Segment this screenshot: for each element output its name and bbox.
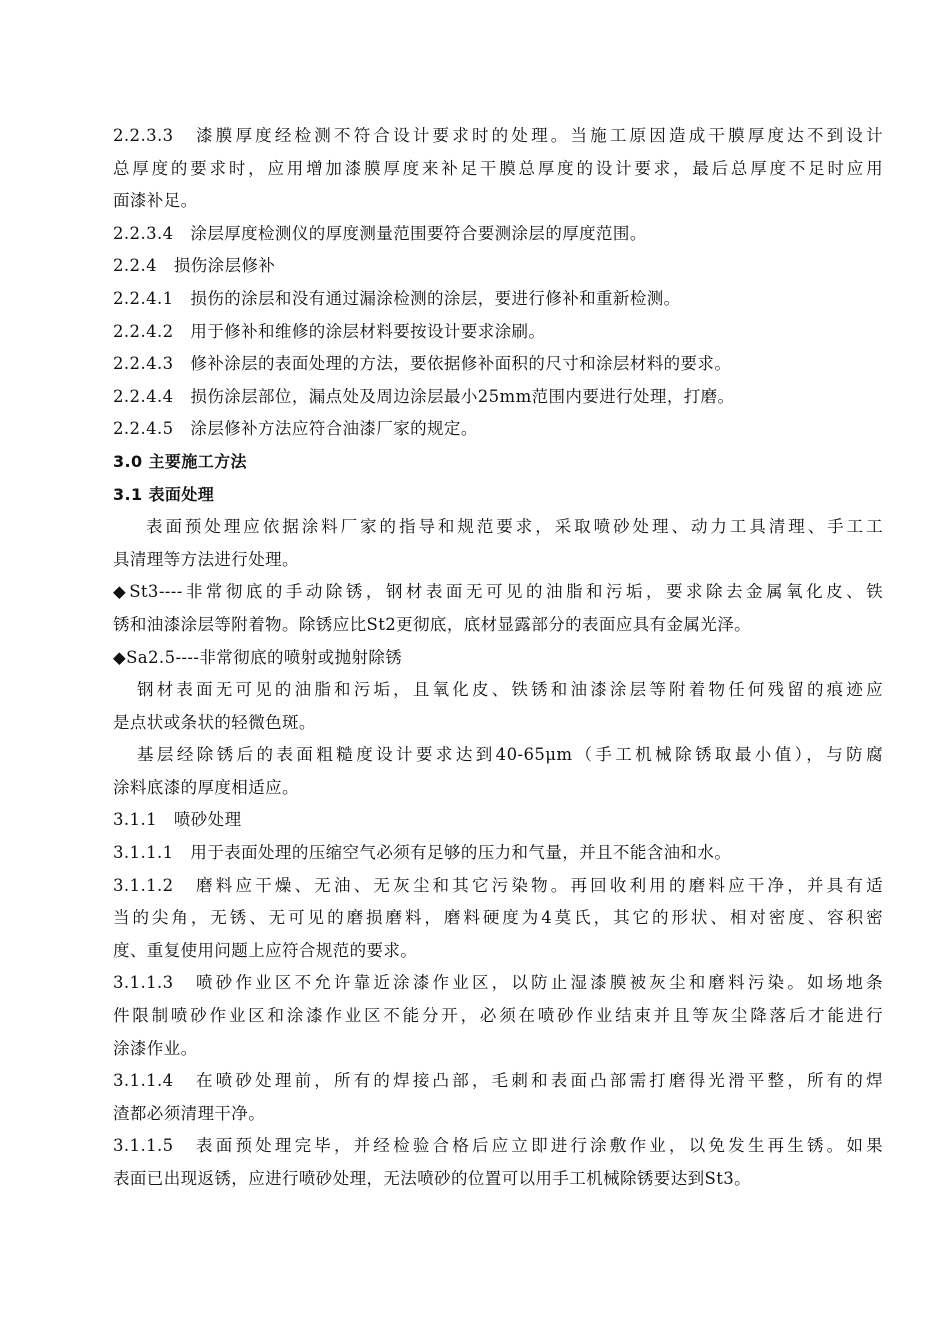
bullet-sa2-5: ◆Sa2.5----非常彻底的喷射或抛射除锈 [113, 647, 403, 667]
paragraph-3-1-1-5-line-1: 3.1.1.5 表面预处理完毕，并经检验合格后应立即进行涂敷作业，以免发生再生锈。如果 [113, 1136, 883, 1156]
paragraph-3-1-1-5-line-2: 表面已出现返锈，应进行喷砂处理，无法喷砂的位置可以用手工机械除锈要达到St3。 [113, 1169, 752, 1188]
paragraph-3-1-1-1: 3.1.1.1 用于表面处理的压缩空气必须有足够的压力和气量，并且不能含油和水。 [113, 843, 732, 863]
section-heading-3-1-1: 3.1.1 喷砂处理 [113, 810, 242, 830]
paragraph-2-2-3-3-line-1: 2.2.3.3 漆膜厚度经检测不符合设计要求时的处理。当施工原因造成干膜厚度达不到设计 [113, 126, 883, 145]
paragraph-roughness-line-2: 涂料底漆的厚度相适应。 [113, 777, 299, 797]
paragraph-3-1-1-2-line-2: 当的尖角，无锈、无可见的磨损磨料，磨料硬度为4莫氏，其它的形状、相对密度、容积密 [113, 908, 883, 928]
paragraph-3-1-1-2-line-3: 度、重复使用问题上应符合规范的要求。 [113, 940, 418, 960]
paragraph-3-1-1-3-line-2: 件限制喷砂作业区和涂漆作业区不能分开，必须在喷砂作业结束并且等灰尘降落后才能进行 [113, 1006, 883, 1026]
bullet-st3-line-2: 锈和油漆涂层等附着物。除锈应比St2更彻底，底材显露部分的表面应具有金属光泽。 [113, 614, 752, 634]
paragraph-2-2-4-4: 2.2.4.4 损伤涂层部位，漏点处及周边涂层最小25mm范围内要进行处理，打磨。 [113, 386, 735, 406]
paragraph-3-1-1-2-line-1: 3.1.1.2 磨料应干燥、无油、无灰尘和其它污染物。再回收利用的磨料应干净，并具有适 [113, 875, 883, 895]
document-body [113, 120, 883, 1196]
paragraph-2-2-3-3-line-2: 总厚度的要求时，应用增加漆膜厚度来补足干膜总厚度的设计要求，最后总厚度不足时应用 [113, 158, 883, 178]
paragraph-3-1-1-3-line-1: 3.1.1.3 喷砂作业区不允许靠近涂漆作业区，以防止湿漆膜被灰尘和磨料污染。如场地条 [113, 973, 883, 993]
paragraph-surface-pretreatment-line-2: 具清理等方法进行处理。 [113, 549, 299, 569]
paragraph-surface-pretreatment-line-1: 表面预处理应依据涂料厂家的指导和规范要求，采取喷砂处理、动力工具清理、手工工 [146, 517, 883, 537]
paragraph-sa2-5-desc-line-2: 是点状或条状的轻微色斑。 [113, 712, 316, 732]
paragraph-3-1-1-4-line-2: 渣都必须清理干净。 [113, 1103, 266, 1123]
paragraph-2-2-4-1: 2.2.4.1 损伤的涂层和没有通过漏涂检测的涂层，要进行修补和重新检测。 [113, 288, 681, 308]
paragraph-sa2-5-desc-line-1: 钢材表面无可见的油脂和污垢，且氧化皮、铁锈和油漆涂层等附着物任何残留的痕迹应 [137, 680, 883, 700]
paragraph-2-2-3-3-line-3: 面漆补足。 [113, 191, 198, 211]
paragraph-2-2-4-3: 2.2.4.3 修补涂层的表面处理的方法，要依据修补面积的尺寸和涂层材料的要求。 [113, 354, 732, 374]
section-heading-3-1: 3.1 表面处理 [113, 484, 215, 504]
paragraph-3-1-1-4-line-1: 3.1.1.4 在喷砂处理前，所有的焊接凸部，毛刺和表面凸部需打磨得光滑平整，所有的焊 [113, 1071, 883, 1091]
paragraph-2-2-4-5: 2.2.4.5 涂层修补方法应符合油漆厂家的规定。 [113, 419, 478, 439]
bullet-st3-line-1: ◆St3----非常彻底的手动除锈，钢材表面无可见的油脂和污垢，要求除去金属氧化皮、铁 [113, 582, 883, 602]
chapter-heading-3-0: 3.0 主要施工方法 [113, 451, 247, 471]
paragraph-2-2-3-4: 2.2.3.4 涂层厚度检测仪的厚度测量范围要符合要测涂层的厚度范围。 [113, 223, 647, 243]
paragraph-2-2-4-2: 2.2.4.2 用于修补和维修的涂层材料要按设计要求涂刷。 [113, 321, 546, 341]
paragraph-roughness-line-1: 基层经除锈后的表面粗糙度设计要求达到40-65μm（手工机械除锈取最小值），与防腐 [137, 745, 883, 765]
section-heading-2-2-4: 2.2.4 损伤涂层修补 [113, 256, 276, 276]
paragraph-3-1-1-3-line-3: 涂漆作业。 [113, 1038, 198, 1058]
